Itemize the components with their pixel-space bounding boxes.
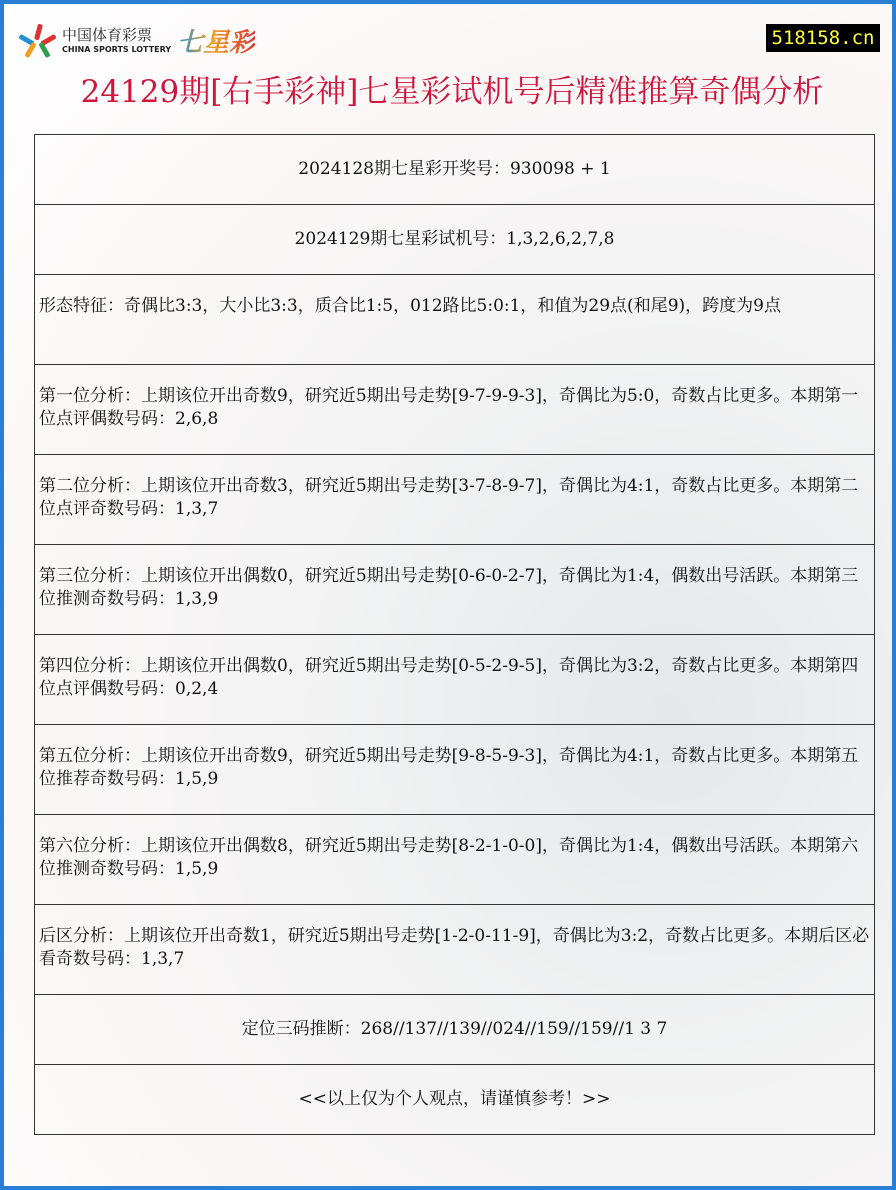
table-row xyxy=(35,365,875,455)
site-badge[interactable]: 518158.cn xyxy=(766,24,880,52)
table-row xyxy=(35,635,875,725)
china-sports-lottery-logo xyxy=(22,22,255,59)
lottery-star-icon xyxy=(22,24,56,58)
position-6-analysis: 第六位分析：上期该位开出偶数8，研究近5期出号走势[8-2-1-0-0]，奇偶比为1:4，偶数出号活跃。本期第六位推测奇数号码：1,5,9 xyxy=(35,815,875,905)
table-row xyxy=(35,905,875,995)
pattern-features: 形态特征：奇偶比3:3，大小比3:3，质合比1:5，012路比5:0:1，和值为29点(和尾9)，跨度为9点 xyxy=(35,275,875,365)
table-row xyxy=(35,815,875,905)
logo-game-name: 七星彩 xyxy=(177,22,255,59)
table-row xyxy=(35,995,875,1065)
back-zone-analysis: 后区分析：上期该位开出奇数1，研究近5期出号走势[1-2-0-11-9]，奇偶比为3:2，奇数占比更多。本期后区必看奇数号码：1,3,7 xyxy=(35,905,875,995)
page-title: 24129期[右手彩神]七星彩试机号后精准推算奇偶分析 xyxy=(80,74,824,110)
table-row xyxy=(35,455,875,545)
table-row xyxy=(35,205,875,275)
three-code-prediction: 定位三码推断：268//137//139//024//159//159//1 3 7 xyxy=(35,995,875,1065)
table-row xyxy=(35,545,875,635)
table-row xyxy=(35,135,875,205)
analysis-table xyxy=(34,134,875,1135)
position-2-analysis: 第二位分析：上期该位开出奇数3，研究近5期出号走势[3-7-8-9-7]，奇偶比为4:1，奇数占比更多。本期第二位点评奇数号码：1,3,7 xyxy=(35,455,875,545)
position-1-analysis: 第一位分析：上期该位开出奇数9，研究近5期出号走势[9-7-9-9-3]，奇偶比为5:0，奇数占比更多。本期第一位点评偶数号码：2,6,8 xyxy=(35,365,875,455)
position-5-analysis: 第五位分析：上期该位开出奇数9，研究近5期出号走势[9-8-5-9-3]，奇偶比为4:1，奇数占比更多。本期第五位推荐奇数号码：1,5,9 xyxy=(35,725,875,815)
position-3-analysis: 第三位分析：上期该位开出偶数0，研究近5期出号走势[0-6-0-2-7]，奇偶比为1:4，偶数出号活跃。本期第三位推测奇数号码：1,3,9 xyxy=(35,545,875,635)
logo-chinese-text: 中国体育彩票 xyxy=(62,25,153,44)
logo-english-text: CHINA SPORTS LOTTERY xyxy=(62,44,172,54)
table-row xyxy=(35,275,875,365)
disclaimer: <<以上仅为个人观点，请谨慎参考！>> xyxy=(35,1065,875,1135)
test-numbers: 2024129期七星彩试机号：1,3,2,6,2,7,8 xyxy=(35,205,875,275)
table-row xyxy=(35,1065,875,1135)
table-row xyxy=(35,725,875,815)
draw-result: 2024128期七星彩开奖号：930098 + 1 xyxy=(35,135,875,205)
position-4-analysis: 第四位分析：上期该位开出偶数0，研究近5期出号走势[0-5-2-9-5]，奇偶比为3:2，奇数占比更多。本期第四位点评偶数号码：0,2,4 xyxy=(35,635,875,725)
